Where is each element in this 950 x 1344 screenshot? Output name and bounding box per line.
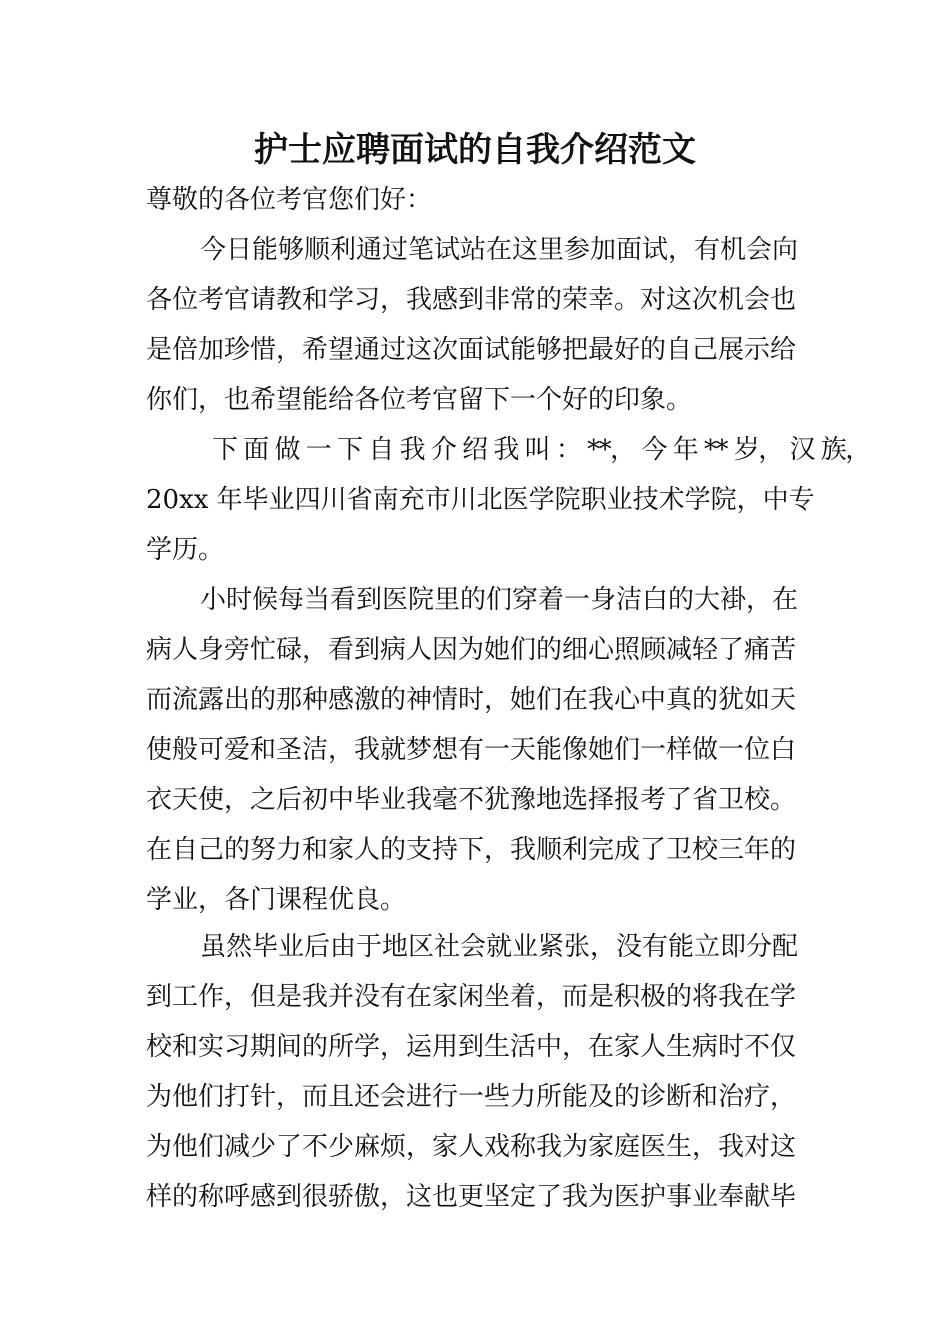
paragraph-line: 到工作，但是我并没有在家闲坐着，而是积极的将我在学 xyxy=(146,982,797,1012)
document-title: 护士应聘面试的自我介绍范文 xyxy=(254,130,696,170)
salutation-line: 尊敬的各位考官您们好： xyxy=(146,185,433,215)
paragraph-line: 虽然毕业后由于地区社会就业紧张，没有能立即分配 xyxy=(200,932,799,962)
paragraph-line: 在自己的努力和家人的支持下，我顺利完成了卫校三年的 xyxy=(146,835,797,865)
paragraph-2 xyxy=(146,425,870,575)
paragraph-line: 样的称呼感到很骄傲，这也更坚定了我为医护事业奉献毕 xyxy=(146,1182,797,1212)
paragraph-line: 是倍加珍惜，希望通过这次面试能够把最好的自己展示给 xyxy=(146,335,797,365)
paragraph-line: 今日能够顺利通过笔试站在这里参加面试，有机会向 xyxy=(200,235,799,265)
paragraph-line: 校和实习期间的所学，运用到生活中，在家人生病时不仅 xyxy=(146,1032,797,1062)
paragraph-1 xyxy=(146,225,826,425)
paragraph-line: 病人身旁忙碌，看到病人因为她们的细心照顾减轻了痛苦 xyxy=(146,635,797,665)
paragraph-line: 学历。 xyxy=(146,535,225,565)
paragraph-line: 小时候每当看到医院里的们穿着一身洁白的大褂，在 xyxy=(200,585,799,615)
paragraph-line: 下 面 做 一 下 自 我 介 绍 我 叫 ： **， 今 年 ** 岁， 汉 族， xyxy=(212,435,870,465)
paragraph-line: 学业，各门课程优良。 xyxy=(146,885,407,915)
paragraph-3 xyxy=(146,575,826,925)
salutation xyxy=(146,175,826,225)
paragraph-line: 为他们打针，而且还会进行一些力所能及的诊断和治疗， xyxy=(146,1082,797,1112)
paragraph-line: 各位考官请教和学习，我感到非常的荣幸。对这次机会也 xyxy=(146,285,797,315)
paragraph-line: 为他们减少了不少麻烦，家人戏称我为家庭医生，我对这 xyxy=(146,1132,797,1162)
paragraph-4 xyxy=(146,922,826,1222)
paragraph-line: 20xx 年毕业四川省南充市川北医学院职业技术学院，中专 xyxy=(146,485,815,515)
paragraph-line: 而流露出的那种感激的神情时，她们在我心中真的犹如天 xyxy=(146,685,797,715)
paragraph-line: 使般可爱和圣洁，我就梦想有一天能像她们一样做一位白 xyxy=(146,735,797,765)
paragraph-line: 衣天使，之后初中毕业我毫不犹豫地选择报考了省卫校。 xyxy=(146,785,797,815)
paragraph-line: 你们，也希望能给各位考官留下一个好的印象。 xyxy=(146,385,693,415)
